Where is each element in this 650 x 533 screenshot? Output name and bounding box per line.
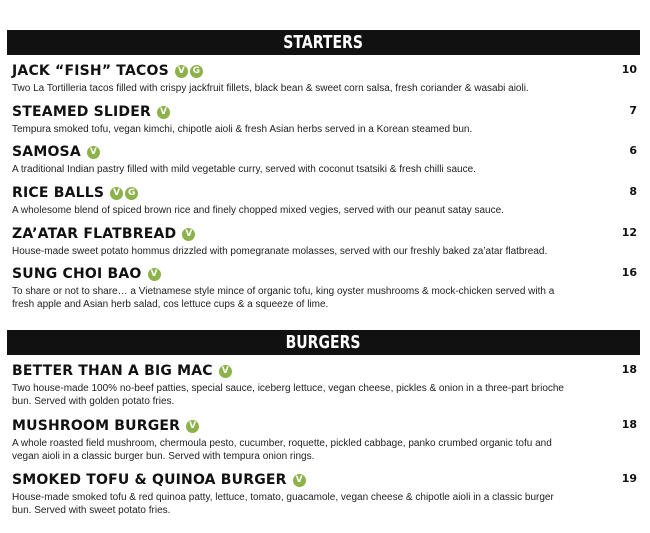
item-name: SUNG CHOI BAO <box>12 266 142 282</box>
starters-heading: STARTERS <box>7 30 640 55</box>
item-description: A whole roasted field mushroom, chermoula pesto, cucumber, roquette, pickled cabbage, panko crumbed organic tofu and vegan aioli in a classic burger bun. Served with tempura onion rings. <box>12 438 552 462</box>
item-price: 19 <box>621 472 637 485</box>
item-name: ZA’ATAR FLATBREAD <box>12 226 177 242</box>
menu-item <box>12 471 637 517</box>
item-description: Two house-made 100% no-beef patties, special sauce, iceberg lettuce, vegan cheese, pickles & onion in a three-part brioche bun. Served with golden potato fries. <box>12 383 564 407</box>
item-name: MUSHROOM BURGER <box>12 418 181 434</box>
menu-item <box>12 362 637 408</box>
vegan-badge: V <box>157 106 170 119</box>
item-description: Two La Tortilleria tacos filled with crispy jackfruit fillets, black bean & sweet corn salsa, fresh coriander & wasabi aioli. <box>12 83 529 94</box>
item-name: SMOKED TOFU & QUINOA BURGER <box>12 472 287 488</box>
gluten-free-badge: G <box>190 65 203 78</box>
item-name: JACK “FISH” TACOS <box>12 63 169 79</box>
item-price: 6 <box>629 144 637 157</box>
item-price: 16 <box>621 266 637 279</box>
item-name: RICE BALLS <box>12 185 105 201</box>
burgers-heading: BURGERS <box>7 330 640 355</box>
vegan-badge: V <box>186 420 199 433</box>
vegan-badge: V <box>148 268 161 281</box>
menu-item <box>12 103 637 136</box>
vegan-badge: V <box>219 365 232 378</box>
item-price: 12 <box>621 226 637 239</box>
item-price: 8 <box>629 185 637 198</box>
item-description: To share or not to share… a Vietnamese style mince of organic tofu, king oyster mushrooms & mock-chicken served with a fresh apple and Asian herb salad, cos lettuce cups & a squeeze of lime. <box>12 286 555 310</box>
menu-item <box>12 143 637 176</box>
gluten-free-badge: G <box>125 187 138 200</box>
menu-item <box>12 62 637 95</box>
menu-item <box>12 184 637 217</box>
vegan-badge: V <box>175 65 188 78</box>
item-description: A wholesome blend of spiced brown rice and finely chopped mixed vegies, served with our peanut satay sauce. <box>12 205 504 216</box>
menu-item <box>12 265 637 311</box>
menu-item <box>12 417 637 463</box>
vegan-badge: V <box>110 187 123 200</box>
item-description: A traditional Indian pastry filled with mild vegetable curry, served with coconut tsatsiki & fresh chilli sauce. <box>12 164 476 175</box>
menu-item <box>12 225 637 258</box>
vegan-badge: V <box>87 146 100 159</box>
item-description: Tempura smoked tofu, vegan kimchi, chipotle aioli & fresh Asian herbs served in a Korean steamed bun. <box>12 124 473 135</box>
item-description: House-made sweet potato hommus drizzled with pomegranate molasses, served with our freshly baked za’atar flatbread. <box>12 246 548 257</box>
vegan-badge: V <box>293 474 306 487</box>
item-name: SAMOSA <box>12 144 81 160</box>
item-name: BETTER THAN A BIG MAC <box>12 363 213 379</box>
item-description: House-made smoked tofu & red quinoa patty, lettuce, tomato, guacamole, vegan cheese & chipotle aioli in a classic burger bun. Served with sweet potato fries. <box>12 492 554 516</box>
item-price: 10 <box>621 63 637 76</box>
item-price: 7 <box>629 104 637 117</box>
item-name: STEAMED SLIDER <box>12 104 151 120</box>
vegan-badge: V <box>182 228 195 241</box>
item-price: 18 <box>621 363 637 376</box>
item-price: 18 <box>621 418 637 431</box>
